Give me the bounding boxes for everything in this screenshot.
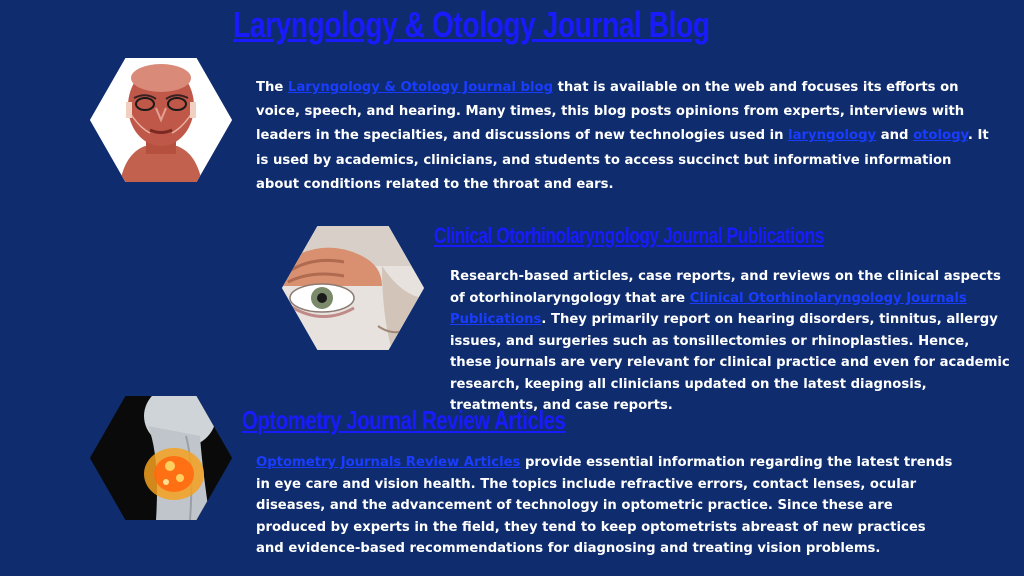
facial-muscles-image [90,58,232,182]
heading-clinical-otorhinolaryngology[interactable]: Clinical Otorhinolaryngology Journal Publications [434,223,824,248]
eye-anatomy-image [282,226,424,350]
para-text: that is available on the web and focuses its efforts on voice, speech, and hearing. Many times, this blog posts opinions from experts, interviews with leaders in the specialties, and discussions of new technologies used in [256,80,965,144]
clinical-otorhinolaryngology-link[interactable]: Clinical Otorhinolaryngology Journals Publications [450,290,967,327]
optometry-journals-link[interactable]: Optometry Journals Review Articles [256,455,521,470]
para-text: . It is used by academics, clinicians, and students to access succinct but informative information about conditions related to the throat and ears. [256,128,989,192]
otology-link[interactable]: otology [913,128,968,144]
clinical-otorhinolaryngology-description [450,266,1010,417]
laryngology-link[interactable]: laryngology [788,128,877,144]
heading-optometry-review-articles[interactable]: Optometry Journal Review Articles [242,405,566,435]
throat-inflammation-image [90,396,232,520]
para-text: and [876,128,914,144]
laryngology-description [256,76,996,197]
para-text: The [256,80,288,95]
optometry-description [256,452,956,560]
heading-laryngology-otology-blog[interactable]: Laryngology & Otology Journal Blog [233,4,710,45]
para-text: Research-based articles, case reports, and reviews on the clinical aspects of otorhinolaryngology that are [450,269,1001,306]
para-text: . They primarily report on hearing disorders, tinnitus, allergy issues, and surgeries such as tonsillectomies or rhinoplasties. Hence, these journals are very relevant for clinical practice and even for academic research, keeping all clinicians updated on the latest diagnosis, treatments, and case reports. [450,312,1010,413]
laryngology-blog-link[interactable]: Laryngology & Otology Journal blog [287,80,554,95]
para-text: provide essential information regarding the latest trends in eye care and vision health. The topics include refractive errors, contact lenses, ocular diseases, and the advancement of technology in optometric practice. Since these are produced by experts in the field, they tend to keep optometrists abreast of new practices and evidence-based recommendations for diagnosing and treating vision problems. [256,455,953,556]
